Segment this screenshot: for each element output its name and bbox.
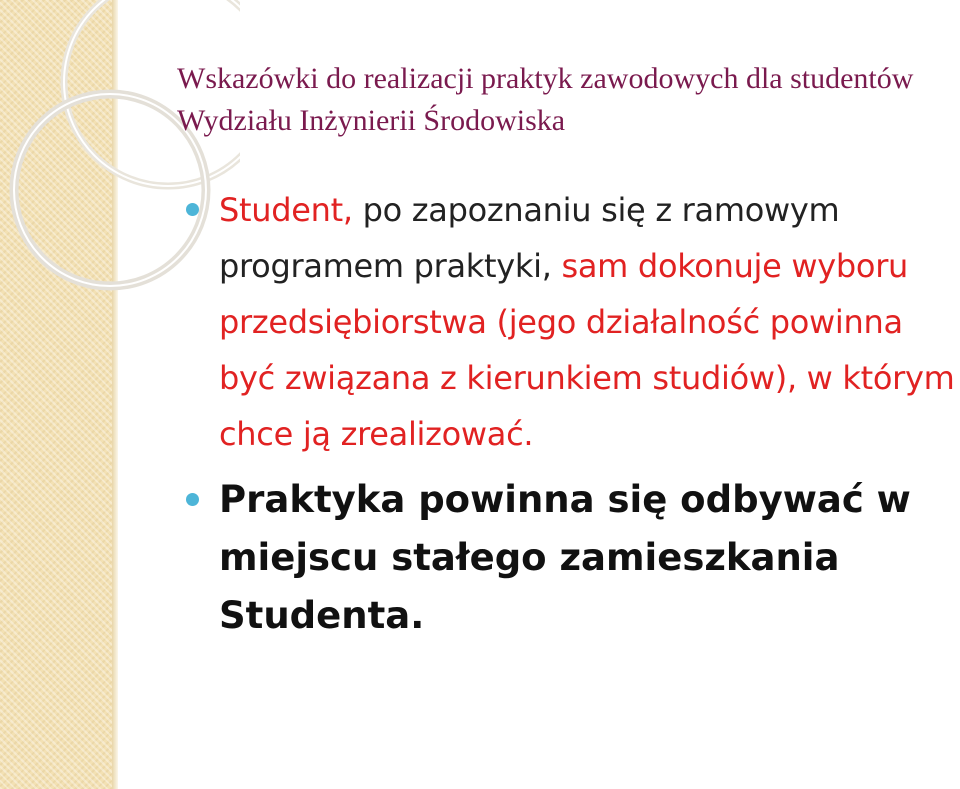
bullet-list bbox=[186, 182, 956, 645]
bullet-text: po zapoznaniu się z ramowym programem praktyki, bbox=[219, 191, 840, 285]
bullet-text: Praktyka powinna się odbywać w miejscu stałego zamieszkania Studenta. bbox=[219, 478, 911, 637]
bullet-text-highlight: Student, bbox=[219, 191, 353, 229]
bullet-dot-icon bbox=[186, 493, 199, 506]
bullet-dot-icon bbox=[186, 203, 199, 216]
bullet-item bbox=[186, 471, 956, 645]
slide-title: Wskazówki do realizacji praktyk zawodowych dla studentów Wydziału Inżynierii Środowiska bbox=[177, 62, 914, 137]
bullet-item bbox=[186, 182, 956, 462]
bullet-text-highlight: sam dokonuje wyboru przedsiębiorstwa (jego działalność powinna być związana z kierunkiem studiów), w którym chce ją zrealizować. bbox=[219, 247, 955, 453]
